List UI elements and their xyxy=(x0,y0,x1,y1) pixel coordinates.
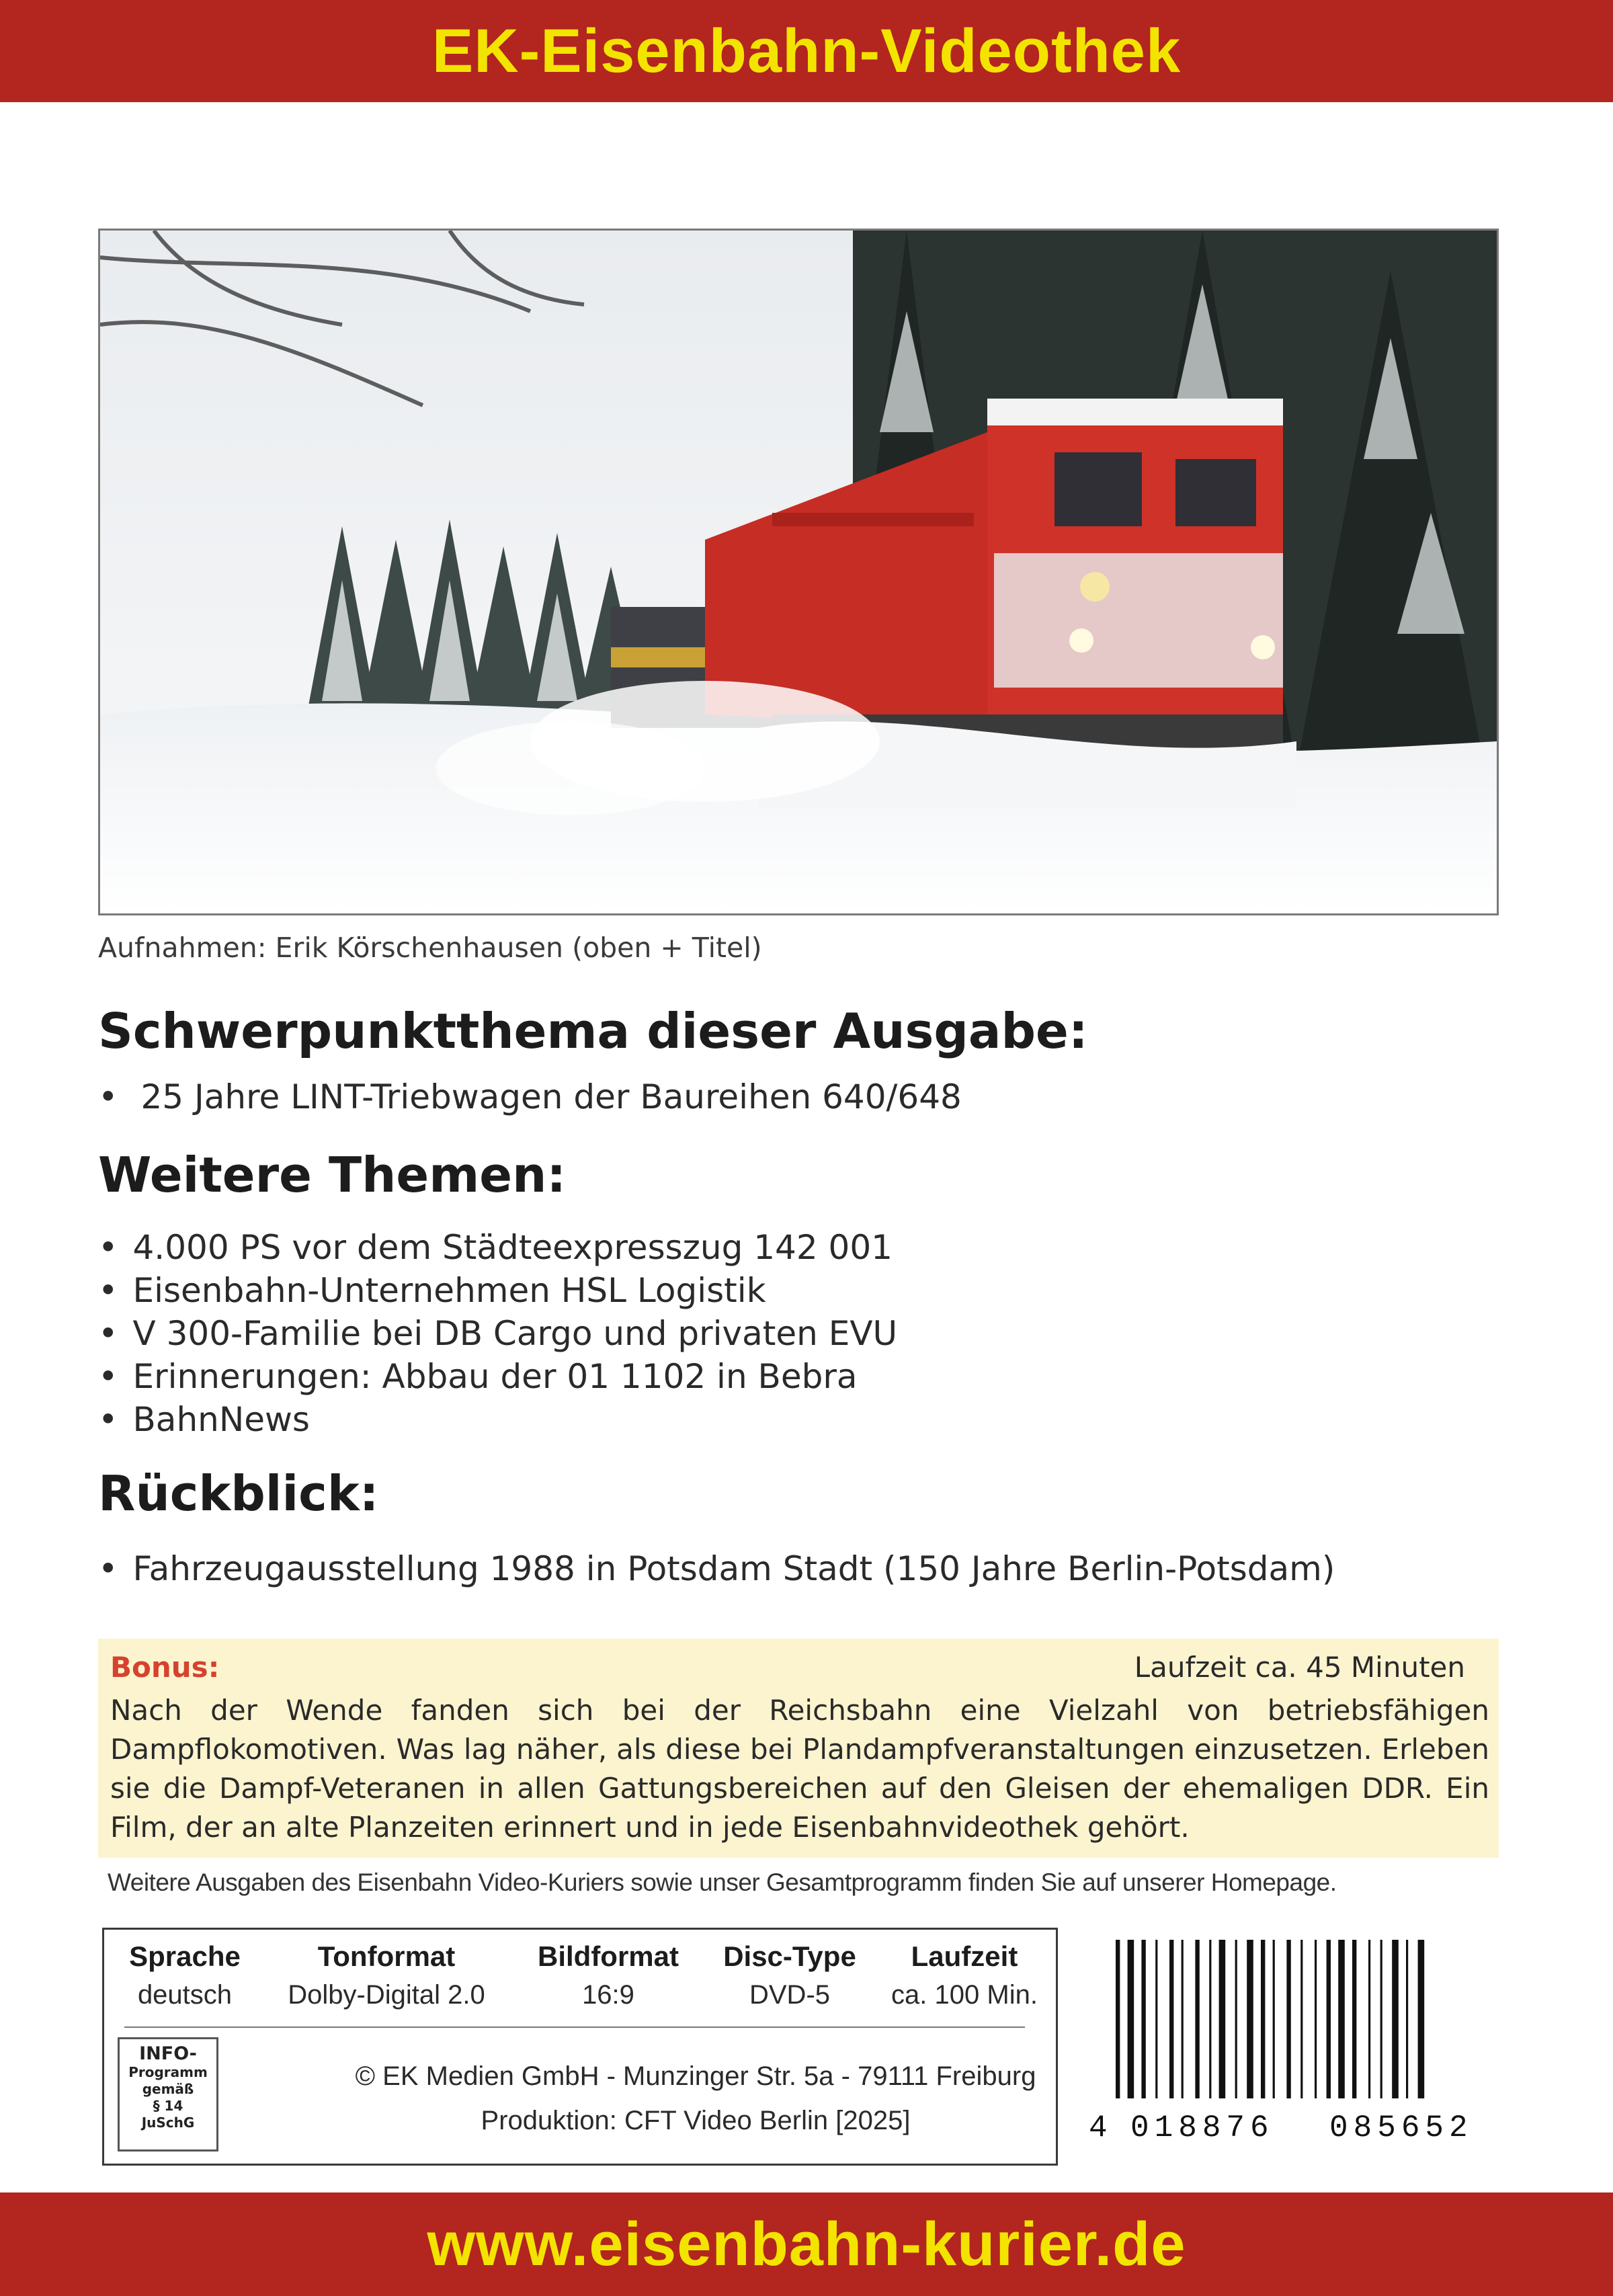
footer-band xyxy=(0,2192,1613,2296)
spec-box xyxy=(102,1928,1058,2166)
barcode-bar xyxy=(1235,1940,1237,2098)
cover-photo xyxy=(98,229,1499,915)
spec-value: DVD-5 xyxy=(749,1980,831,2010)
spec-value: ca. 100 Min. xyxy=(891,1980,1038,2010)
list-item: • V 300-Familie bei DB Cargo und privaten EVU xyxy=(98,1312,897,1355)
spec-label: Tonformat xyxy=(317,1940,456,1972)
header-title: EK-Eisenbahn-Videothek xyxy=(431,16,1182,85)
spec-divider xyxy=(124,2026,1025,2028)
barcode-bar xyxy=(1182,1940,1184,2098)
barcode-bar xyxy=(1273,1940,1275,2098)
photo-credit: Aufnahmen: Erik Körschenhausen (oben + Titel) xyxy=(98,932,762,964)
barcode-digits-left: 018876 xyxy=(1130,2110,1274,2141)
spec-laufzeit xyxy=(884,1936,1045,2013)
barcode-bar xyxy=(1380,1940,1382,2098)
barcode-bar xyxy=(1392,1940,1399,2098)
main-topic-heading: Schwerpunktthema dieser Ausgabe: xyxy=(98,1003,1088,1059)
production-credit: Produktion: CFT Video Berlin [2025] xyxy=(481,2106,911,2135)
barcode-bar xyxy=(1219,1940,1226,2098)
info-program-badge xyxy=(118,2037,218,2151)
more-info-text: Weitere Ausgaben des Eisenbahn Video-Kuriers sowie unser Gesamtprogramm finden Sie auf unserer Homepage. xyxy=(108,1869,1337,1896)
header-band xyxy=(0,0,1613,102)
list-item: • 25 Jahre LINT-Triebwagen der Baureihen 640/648 xyxy=(98,1075,962,1118)
more-topics-heading: Weitere Themen: xyxy=(98,1147,567,1203)
barcode-bar xyxy=(1247,1940,1253,2098)
spec-label: Disc-Type xyxy=(723,1940,856,1972)
barcode-bar xyxy=(1368,1940,1370,2098)
retrospective-list xyxy=(98,1547,1335,1590)
spec-tonformat xyxy=(272,1936,501,2013)
barcode-bar xyxy=(1169,1940,1173,2098)
info-badge-title: INFO- xyxy=(139,2043,197,2064)
bonus-description: Nach der Wende fanden sich bei der Reichsbahn eine Vielzahl von betriebsfähigen Dampflokomotiven. Was lag näher, als diese bei Plandampfveranstaltungen einzusetzen. Erleben sie die Dampf-Veteranen in allen Gattungsbereichen auf den Gleisen der ehemaligen DDR. Ein Film, der an alte Planzeiten erinnert und in jede Eisenbahnvideothek gehört. xyxy=(110,1694,1489,1844)
spec-value: deutsch xyxy=(137,1980,233,2010)
barcode-digits-right: 085652 xyxy=(1329,2110,1473,2141)
barcode-bar xyxy=(1209,1940,1211,2098)
publisher-address: © EK Medien GmbH - Munzinger Str. 5a - 79111 Freiburg xyxy=(355,2061,1036,2091)
retrospective-heading: Rückblick: xyxy=(98,1465,379,1522)
bonus-runtime: Laufzeit ca. 45 Minuten xyxy=(1134,1651,1465,1684)
barcode-bar xyxy=(1418,1940,1425,2098)
spec-table xyxy=(104,1930,1059,2024)
barcode-bar xyxy=(1338,1940,1345,2098)
bonus-label: Bonus: xyxy=(110,1651,220,1684)
footer-url[interactable]: www.eisenbahn-kurier.de xyxy=(427,2209,1186,2279)
barcode-bar xyxy=(1352,1940,1356,2098)
barcode-bar xyxy=(1116,1940,1120,2098)
barcode-bar xyxy=(1315,1940,1317,2098)
info-badge-line: JuSchG xyxy=(141,2115,195,2131)
info-badge-line: Programm xyxy=(128,2064,208,2080)
spec-bildformat xyxy=(521,1936,696,2013)
barcode-bar xyxy=(1327,1940,1331,2098)
barcode-bar xyxy=(1195,1940,1199,2098)
bonus-box xyxy=(98,1639,1499,1858)
barcode-bar xyxy=(1141,1940,1145,2098)
barcode-bar xyxy=(1300,1940,1302,2098)
main-topic-list xyxy=(98,1075,962,1118)
info-badge-line: § 14 xyxy=(153,2098,183,2114)
barcode-digit-first: 4 xyxy=(1089,2110,1108,2141)
list-item: • Eisenbahn-Unternehmen HSL Logistik xyxy=(98,1269,897,1312)
barcode-bar xyxy=(1261,1940,1265,2098)
more-topics-list xyxy=(98,1226,897,1441)
info-badge-line: gemäß xyxy=(142,2081,194,2097)
barcode-bar xyxy=(1406,1940,1408,2098)
barcode-bar xyxy=(1286,1940,1290,2098)
barcode-bar xyxy=(1128,1940,1134,2098)
spec-sprache xyxy=(118,1936,252,2013)
list-item: • BahnNews xyxy=(98,1398,897,1441)
spec-value: Dolby-Digital 2.0 xyxy=(288,1980,485,2010)
barcode-bar xyxy=(1155,1940,1157,2098)
spec-label: Laufzeit xyxy=(911,1940,1018,1972)
list-item: • Erinnerungen: Abbau der 01 1102 in Bebra xyxy=(98,1355,897,1398)
spec-disc-type xyxy=(709,1936,870,2013)
barcode xyxy=(1089,1940,1519,2141)
spec-value: 16:9 xyxy=(582,1980,634,2010)
list-item: • Fahrzeugausstellung 1988 in Potsdam Stadt (150 Jahre Berlin-Potsdam) xyxy=(98,1547,1335,1590)
spec-label: Sprache xyxy=(129,1940,241,1972)
spec-label: Bildformat xyxy=(538,1940,679,1972)
list-item: • 4.000 PS vor dem Städteexpresszug 142 001 xyxy=(98,1226,897,1269)
